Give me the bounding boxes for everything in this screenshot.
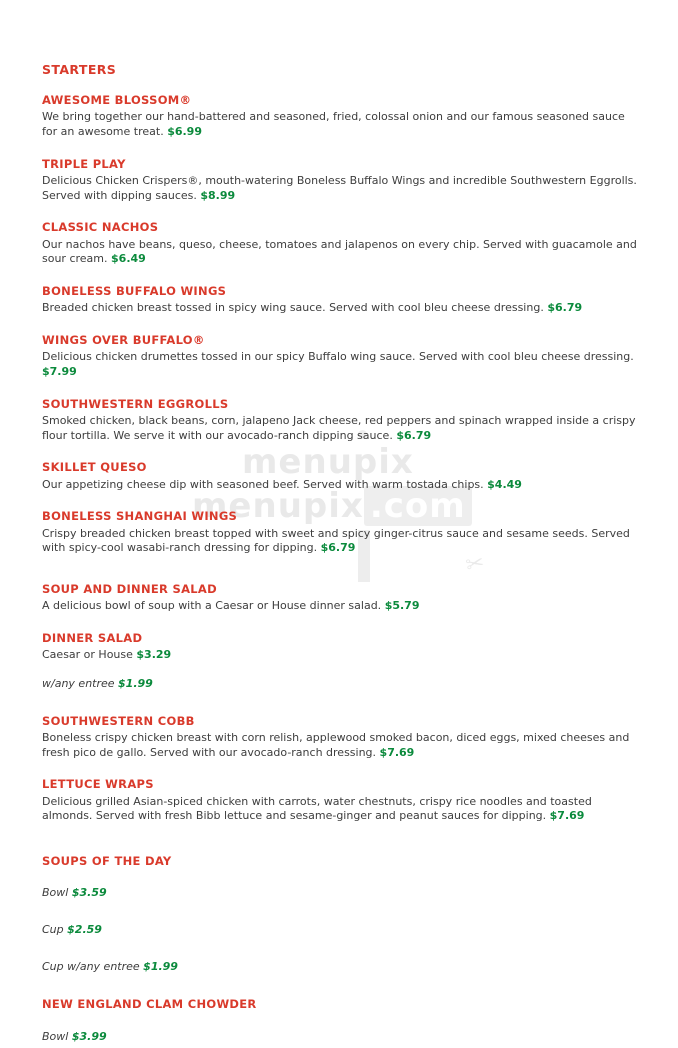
menu-item-name: AWESOME BLOSSOM® <box>42 93 192 107</box>
menu-item-name: TRIPLE PLAY <box>42 156 126 171</box>
menu-item-name: BONELESS SHANGHAI WINGS <box>42 509 238 524</box>
watermark-line1: menupix <box>242 442 414 482</box>
menu-item-desc <box>42 414 638 443</box>
scissors-icon: ✂ <box>463 550 487 579</box>
menu-item-description-text: Our nachos have beans, queso, cheese, tomatoes and jalapenos on every chip. Served with guacamole and sour cream. <box>42 237 637 266</box>
menu-item-name: SOUTHWESTERN COBB <box>42 713 195 728</box>
menu-item-desc <box>42 527 638 556</box>
soup-option-price: $3.59 <box>71 886 107 900</box>
soup-option-label: Bowl <box>42 886 69 900</box>
menu-item <box>42 333 638 380</box>
menu-item <box>42 397 638 444</box>
menu-item-price: $6.99 <box>167 125 202 138</box>
menu-item-price: $6.79 <box>547 301 583 315</box>
menu-item-description-text: Delicious grilled Asian-spiced chicken with carrots, water chestnuts, crispy rice noodles and toasted almonds. Served with fresh Bibb lettuce and sesame-ginger and peanut sauces for dipping. <box>42 794 592 823</box>
chowder-option <box>42 1030 638 1043</box>
menu-item-name: SKILLET QUESO <box>42 460 147 475</box>
menu-item-desc <box>42 648 638 663</box>
menu-item-desc <box>42 174 638 203</box>
watermark-line2-suffix: .com <box>364 486 472 526</box>
menu-item <box>42 157 638 204</box>
menu-item-desc <box>42 795 638 824</box>
menu-item-desc <box>42 350 638 379</box>
menu-item <box>42 509 638 556</box>
soups-title: SOUPS OF THE DAY <box>42 854 172 868</box>
menu-item-desc <box>42 731 638 760</box>
menu-item <box>42 284 638 316</box>
menu-item-description-text: Smoked chicken, black beans, corn, jalapeno Jack cheese, red peppers and spinach wrapped inside a crispy flour tortilla. We serve it with our avocado-ranch dipping sauce. <box>42 413 636 442</box>
dinner-salad-entree-price: $1.99 <box>118 676 153 690</box>
menu-item-price: $5.79 <box>384 599 420 613</box>
section-title-starters: STARTERS <box>42 62 117 77</box>
menu-item-name: SOUP AND DINNER SALAD <box>42 581 217 596</box>
menu-item-name: DINNER SALAD <box>42 630 143 645</box>
menu-content <box>42 62 638 1043</box>
menu-item-price: $6.79 <box>320 541 356 555</box>
menu-item-description-text: Caesar or House <box>42 648 133 662</box>
menu-item-desc <box>42 599 638 614</box>
soups-section <box>42 854 638 973</box>
menu-item-description-text: A delicious bowl of soup with a Caesar or House dinner salad. <box>42 599 382 613</box>
menu-item-desc <box>42 110 638 139</box>
menu-item-name: SOUTHWESTERN EGGROLLS <box>42 396 229 411</box>
menu-item-desc <box>42 238 638 267</box>
menu-item-name: LETTUCE WRAPS <box>42 777 154 792</box>
menu-item-description-text: Crispy breaded chicken breast topped with sweet and spicy ginger-citrus sauce and sesame seeds. Served with spicy-cool wasabi-ranch dressing for dipping. <box>42 526 630 555</box>
menu-item <box>42 582 638 614</box>
menu-item-name: WINGS OVER BUFFALO® <box>42 332 205 347</box>
watermark-line2-main: menupix <box>192 486 364 526</box>
soup-option-price: $1.99 <box>143 960 178 974</box>
menu-item-price: $7.69 <box>379 745 415 759</box>
soup-option-label: Cup <box>42 923 64 937</box>
menu-item-description-text: Delicious Chicken Crispers®, mouth-watering Boneless Buffalo Wings and incredible Southwestern Eggrolls. Served with dipping sauces. <box>42 174 637 202</box>
soup-option <box>42 923 638 936</box>
soup-option-label: Cup w/any entree <box>42 960 140 974</box>
menu-item-price: $6.79 <box>396 428 432 442</box>
menu-item-price: $4.49 <box>487 477 522 491</box>
menu-item-description-text: Breaded chicken breast tossed in spicy wing sauce. Served with cool bleu cheese dressing. <box>42 301 544 315</box>
menu-item-name: BONELESS BUFFALO WINGS <box>42 283 227 298</box>
menu-item-price: $3.29 <box>136 648 172 662</box>
menu-item-description-text: Delicious chicken drumettes tossed in our spicy Buffalo wing sauce. Served with cool bleu cheese dressing. <box>42 350 634 364</box>
menu-item-price: $8.99 <box>200 188 236 202</box>
soup-option <box>42 886 638 899</box>
menu-item <box>42 460 638 492</box>
menu-item-desc <box>42 478 638 493</box>
menu-item-description-text: Our appetizing cheese dip with seasoned beef. Served with warm tostada chips. <box>42 477 484 491</box>
menu-item <box>42 93 638 140</box>
soup-option <box>42 960 638 973</box>
dinner-salad-entree-label: w/any entree <box>42 676 115 690</box>
menu-item-price: $7.99 <box>42 364 77 378</box>
menu-item-price: $6.49 <box>111 252 146 266</box>
menu-item-description-text: Boneless crispy chicken breast with corn relish, applewood smoked bacon, diced eggs, mixed cheeses and fresh pico de gallo. Served with our avocado-ranch dressing. <box>42 731 630 759</box>
menu-item-desc <box>42 301 638 316</box>
menu-item-price: $7.69 <box>549 809 585 823</box>
menu-item <box>42 220 638 267</box>
chowder-title: NEW ENGLAND CLAM CHOWDER <box>42 997 257 1012</box>
dinner-salad-entree-note <box>42 677 638 690</box>
menu-item-description-text: We bring together our hand-battered and seasoned, fried, colossal onion and our famous seasoned sauce for an awesome treat. <box>42 110 625 138</box>
soup-option-price: $2.59 <box>67 923 102 937</box>
menu-item-name: CLASSIC NACHOS <box>42 220 159 235</box>
menu-item <box>42 631 638 663</box>
chowder-option-price: $3.99 <box>71 1029 107 1043</box>
menu-item <box>42 777 638 824</box>
chowder-section <box>42 997 638 1042</box>
chowder-option-label: Bowl <box>42 1029 69 1043</box>
menu-item <box>42 714 638 761</box>
